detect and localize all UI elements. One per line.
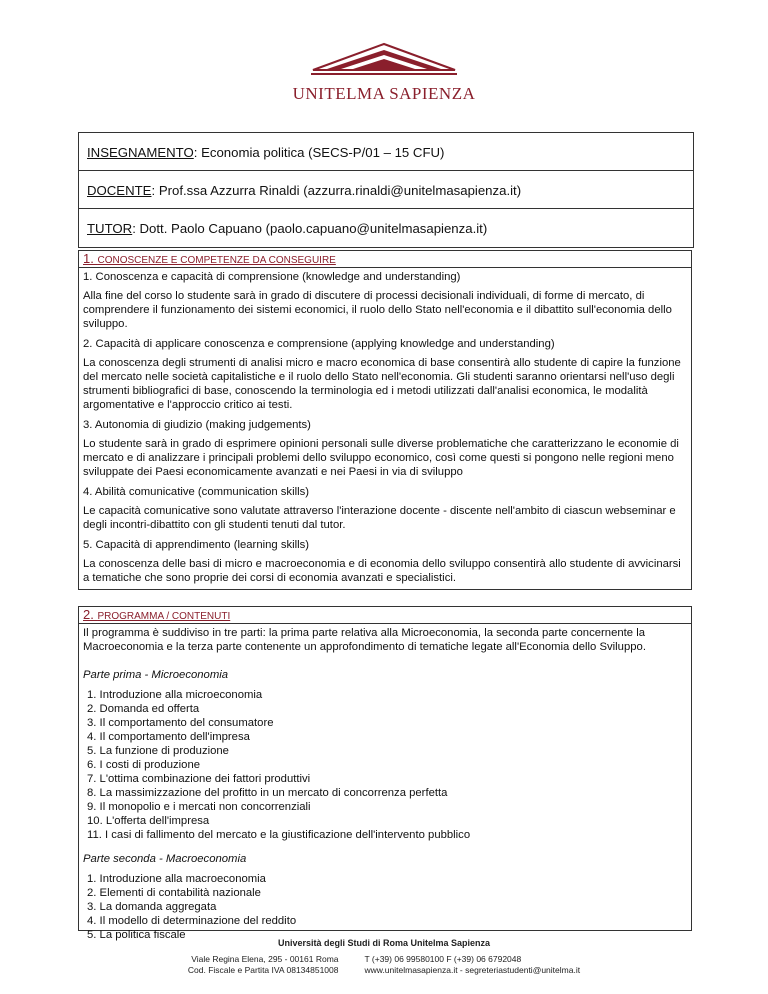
university-logo — [0, 42, 768, 104]
section-1-heading — [79, 251, 691, 268]
section-2-title: PROGRAMMA / CONTENUTI — [97, 611, 231, 622]
docente-value: Prof.ssa Azzurra Rinaldi (azzurra.rinaldi@unitelmasapienza.it) — [155, 183, 522, 198]
part-2-list — [83, 872, 687, 942]
competenza-subtitle: 4. Abilità comunicative (communication skills) — [83, 486, 310, 498]
program-list-item: 3. La domanda aggregata — [87, 901, 217, 913]
section-competenze — [78, 250, 692, 590]
tutor-row: TUTOR: Dott. Paolo Capuano (paolo.capuano@unitelmasapienza.it) — [87, 221, 488, 236]
program-list-item: 8. La massimizzazione del profitto in un mercato di concorrenza perfetta — [87, 787, 448, 799]
program-list-item: 2. Domanda ed offerta — [87, 703, 200, 715]
program-intro: Il programma è suddiviso in tre parti: la prima parte relativa alla Microeconomia, la seconda parte concernente la Macroeconomia e la terza parte contenente un approfondimento di tematiche legate all'Economia dello Sviluppo. — [83, 627, 646, 653]
program-list-item: 1. Introduzione alla microeconomia — [87, 689, 263, 701]
section-1-number: 1. — [83, 251, 98, 266]
program-list-item: 10. L'offerta dell'impresa — [87, 815, 210, 827]
competenza-text: Lo studente sarà in grado di esprimere opinioni personali sulle diverse problematiche che caratterizzano le economie di mercato e di analizzare i principali problemi dello sviluppo economico, così come questi si pongono nelle regioni meno sviluppate dei Paesi economicamente avanzati e nei Paesi in via di sviluppo — [83, 438, 679, 478]
program-list-item: 5. La politica fiscale — [87, 929, 186, 941]
competenza-text: La conoscenza delle basi di micro e macroeconomia e di economia dello sviluppo consentirà allo studente di avvicinarsi a tematiche che sono proprie dei corsi di economia avanzati e specialistici. — [83, 558, 681, 584]
footer-title: Università degli Studi di Roma Unitelma Sapienza — [277, 938, 491, 948]
part-2-title: Parte seconda - Macroeconomia — [83, 853, 247, 865]
competenza-subtitle: 5. Capacità di apprendimento (learning skills) — [83, 539, 310, 551]
program-list-item: 7. L'ottima combinazione dei fattori produttivi — [87, 773, 311, 785]
competenza-text: La conoscenza degli strumenti di analisi micro e macro economica di base consentirà allo studente di capire la funzione del mercato nelle società capitalistiche e il ruolo dello Stato nell'economia. Gli studenti saranno orientarsi nell'uso degli strumenti bibliografici di base, conoscendo la terminologia ed i metodi utilizzati dall'analisi economica, le modalità argomentative e l'approccio critico ai testi. — [83, 357, 681, 411]
logo-text: UNITELMA SAPIENZA — [292, 84, 476, 103]
tutor-label: TUTOR — [87, 221, 133, 236]
competenza-text: Alla fine del corso lo studente sarà in grado di discutere di processi decisionali individuali, di forme di mercato, di comprendere il funzionamento dei sistemi economici, il ruolo dello Stato nell'economia e il dibattito sull'economia dello sviluppo. — [83, 290, 672, 330]
footer-address: Viale Regina Elena, 295 - 00161 Roma — [191, 954, 339, 964]
docente-label: DOCENTE — [87, 183, 152, 198]
part-1-title: Parte prima - Microeconomia — [83, 669, 229, 681]
section-2-body — [79, 624, 691, 956]
program-list-item: 1. Introduzione alla macroeconomia — [87, 873, 266, 885]
footer-fiscal-code: Cod. Fiscale e Partita IVA 08134851008 — [187, 965, 339, 975]
section-1-title: CONOSCENZE E COMPETENZE DA CONSEGUIRE — [97, 255, 336, 266]
course-info-box — [78, 132, 694, 248]
docente-row: DOCENTE: Prof.ssa Azzurra Rinaldi (azzurra.rinaldi@unitelmasapienza.it) — [79, 171, 693, 209]
competenza-subtitle: 2. Capacità di applicare conoscenza e comprensione (applying knowledge and understanding) — [83, 338, 555, 350]
program-list-item: 5. La funzione di produzione — [87, 745, 229, 757]
logo-roof-icon — [309, 42, 459, 82]
program-list-item: 4. Il comportamento dell'impresa — [87, 731, 250, 743]
competenza-text: Le capacità comunicative sono valutate attraverso l'interazione docente - discente nell'ambito di ciascun webseminar e degli incontri-dibattito con gli studenti tenuti dal tutor. — [83, 505, 676, 531]
tutor-value: Dott. Paolo Capuano (paolo.capuano@unitelmasapienza.it) — [135, 221, 488, 236]
competenza-subtitle: 3. Autonomia di giudizio (making judgements) — [83, 419, 311, 431]
section-programma — [78, 606, 692, 941]
program-list-item: 3. Il comportamento del consumatore — [87, 717, 274, 729]
footer-web-email: www.unitelmasapienza.it - segreteriastudenti@unitelma.it — [364, 965, 581, 975]
insegnamento-label: INSEGNAMENTO — [87, 145, 194, 160]
program-list-item: 11. I casi di fallimento del mercato e la giustificazione dell'intervento pubblico — [87, 829, 471, 841]
insegnamento-value: Economia politica (SECS-P/01 – 15 CFU) — [197, 145, 445, 160]
section-2-heading — [79, 607, 691, 624]
insegnamento-row: INSEGNAMENTO: Economia politica (SECS-P/01 – 15 CFU) — [79, 133, 693, 171]
program-list-item: 9. Il monopolio e i mercati non concorrenziali — [87, 801, 311, 813]
part-1-list — [83, 688, 687, 842]
program-list-item: 4. Il modello di determinazione del reddito — [87, 915, 297, 927]
program-list-item: 2. Elementi di contabilità nazionale — [87, 887, 261, 899]
competenza-subtitle: 1. Conoscenza e capacità di comprensione (knowledge and understanding) — [83, 271, 461, 283]
section-1-body — [79, 268, 691, 595]
section-2-number: 2. — [83, 607, 98, 622]
program-list-item: 6. I costi di produzione — [87, 759, 201, 771]
page-footer — [0, 938, 768, 976]
footer-phone: T (+39) 06 99580100 F (+39) 06 6792048 — [364, 954, 522, 964]
